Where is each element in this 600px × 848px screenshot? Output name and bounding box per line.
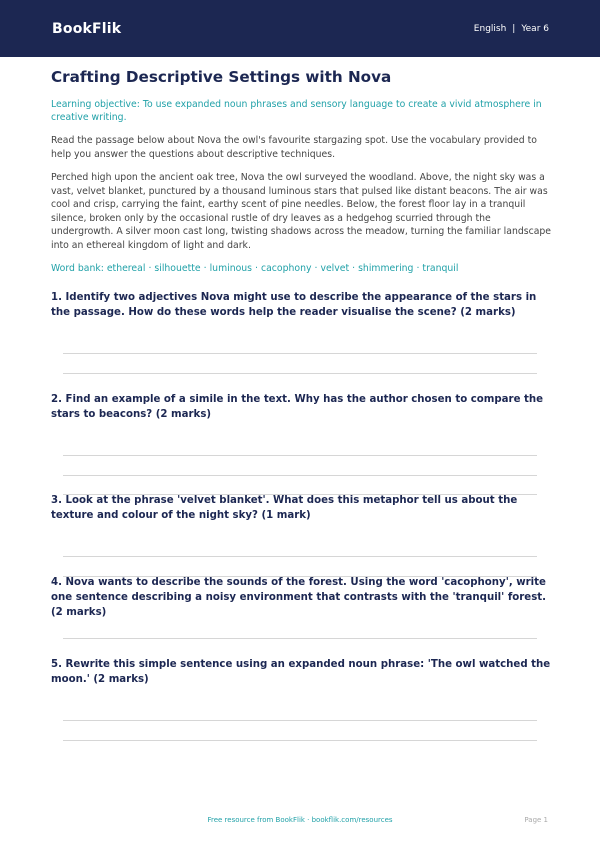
answer-line[interactable] bbox=[63, 556, 537, 557]
question-text: 3. Look at the phrase 'velvet blanket'. What does this metaphor tell us about the texture and colour of the night sky? (1 mark) bbox=[51, 495, 518, 521]
question-text: 1. Identify two adjectives Nova might use to describe the appearance of the stars in the passage. How do these words help the reader visualise the scene? (2 marks) bbox=[51, 292, 537, 318]
question-2 bbox=[51, 392, 551, 422]
word-bank-item: shimmering bbox=[358, 262, 414, 274]
word-bank-item: cacophony bbox=[261, 262, 312, 274]
worksheet-body bbox=[51, 65, 551, 275]
word-bank-label: Word bank: bbox=[51, 262, 104, 274]
question-3 bbox=[51, 493, 551, 523]
question-text: 2. Find an example of a simile in the text. Why has the author chosen to compare the stars to beacons? (2 marks) bbox=[51, 394, 544, 420]
meta-separator: | bbox=[512, 23, 516, 34]
answer-line[interactable] bbox=[63, 373, 537, 374]
subject-label: English bbox=[473, 23, 507, 34]
brand-logo[interactable]: BookFlik bbox=[52, 20, 122, 37]
header-meta bbox=[474, 24, 549, 34]
word-bank-item: ethereal bbox=[106, 262, 146, 274]
header-bar bbox=[0, 0, 600, 57]
page-number: Page 1 bbox=[524, 816, 548, 824]
page-title: Crafting Descriptive Settings with Nova bbox=[51, 68, 392, 86]
word-bank-item: silhouette bbox=[154, 262, 201, 274]
question-text: 4. Nova wants to describe the sounds of the forest. Using the word 'cacophony', write one sentence describing a noisy environment that contrasts with the 'tranquil' forest. (2 marks) bbox=[51, 577, 547, 618]
answer-line[interactable] bbox=[63, 455, 537, 456]
answer-line[interactable] bbox=[63, 353, 537, 354]
question-5 bbox=[51, 657, 551, 687]
instructions-text: Read the passage below about Nova the owl's favourite stargazing spot. Use the vocabulary provided to help you answer the questions about descriptive techniques. bbox=[51, 135, 537, 160]
answer-line[interactable] bbox=[63, 740, 537, 741]
answer-line[interactable] bbox=[63, 720, 537, 721]
footer-credit[interactable]: Free resource from BookFlik · bookflik.com/resources bbox=[207, 816, 393, 824]
learning-objective: Learning objective: To use expanded noun phrases and sensory language to create a vivid atmosphere in creative writing. bbox=[51, 99, 542, 123]
question-1 bbox=[51, 290, 551, 320]
reading-passage: Perched high upon the ancient oak tree, Nova the owl surveyed the woodland. Above, the night sky was a vast, velvet blanket, punctured by a thousand luminous stars that pulsed like distant beacons. The air was cool and crisp, carrying the faint, earthy scent of pine needles. Below, the forest floor lay in a tranquil silence, broken only by the occasional rustle of dry leaves as a hedgehog scurried through the undergrowth. A silver moon cast long, twisting shadows across the meadow, turning the familiar landscape into an ethereal kingdom of light and dark. bbox=[51, 172, 552, 251]
word-bank-item: luminous bbox=[209, 262, 253, 274]
word-bank-item: velvet bbox=[320, 262, 350, 274]
year-label: Year 6 bbox=[521, 23, 549, 34]
answer-line[interactable] bbox=[63, 475, 537, 476]
page-footer bbox=[0, 816, 600, 828]
answer-line[interactable] bbox=[63, 638, 537, 639]
word-bank: Word bank: ethereal · silhouette · luminous · cacophony · velvet · shimmering · tranquil bbox=[51, 262, 459, 274]
question-text: 5. Rewrite this simple sentence using an expanded noun phrase: 'The owl watched the moon.' (2 marks) bbox=[51, 659, 551, 685]
question-4 bbox=[51, 575, 551, 620]
word-bank-item: tranquil bbox=[422, 262, 459, 274]
